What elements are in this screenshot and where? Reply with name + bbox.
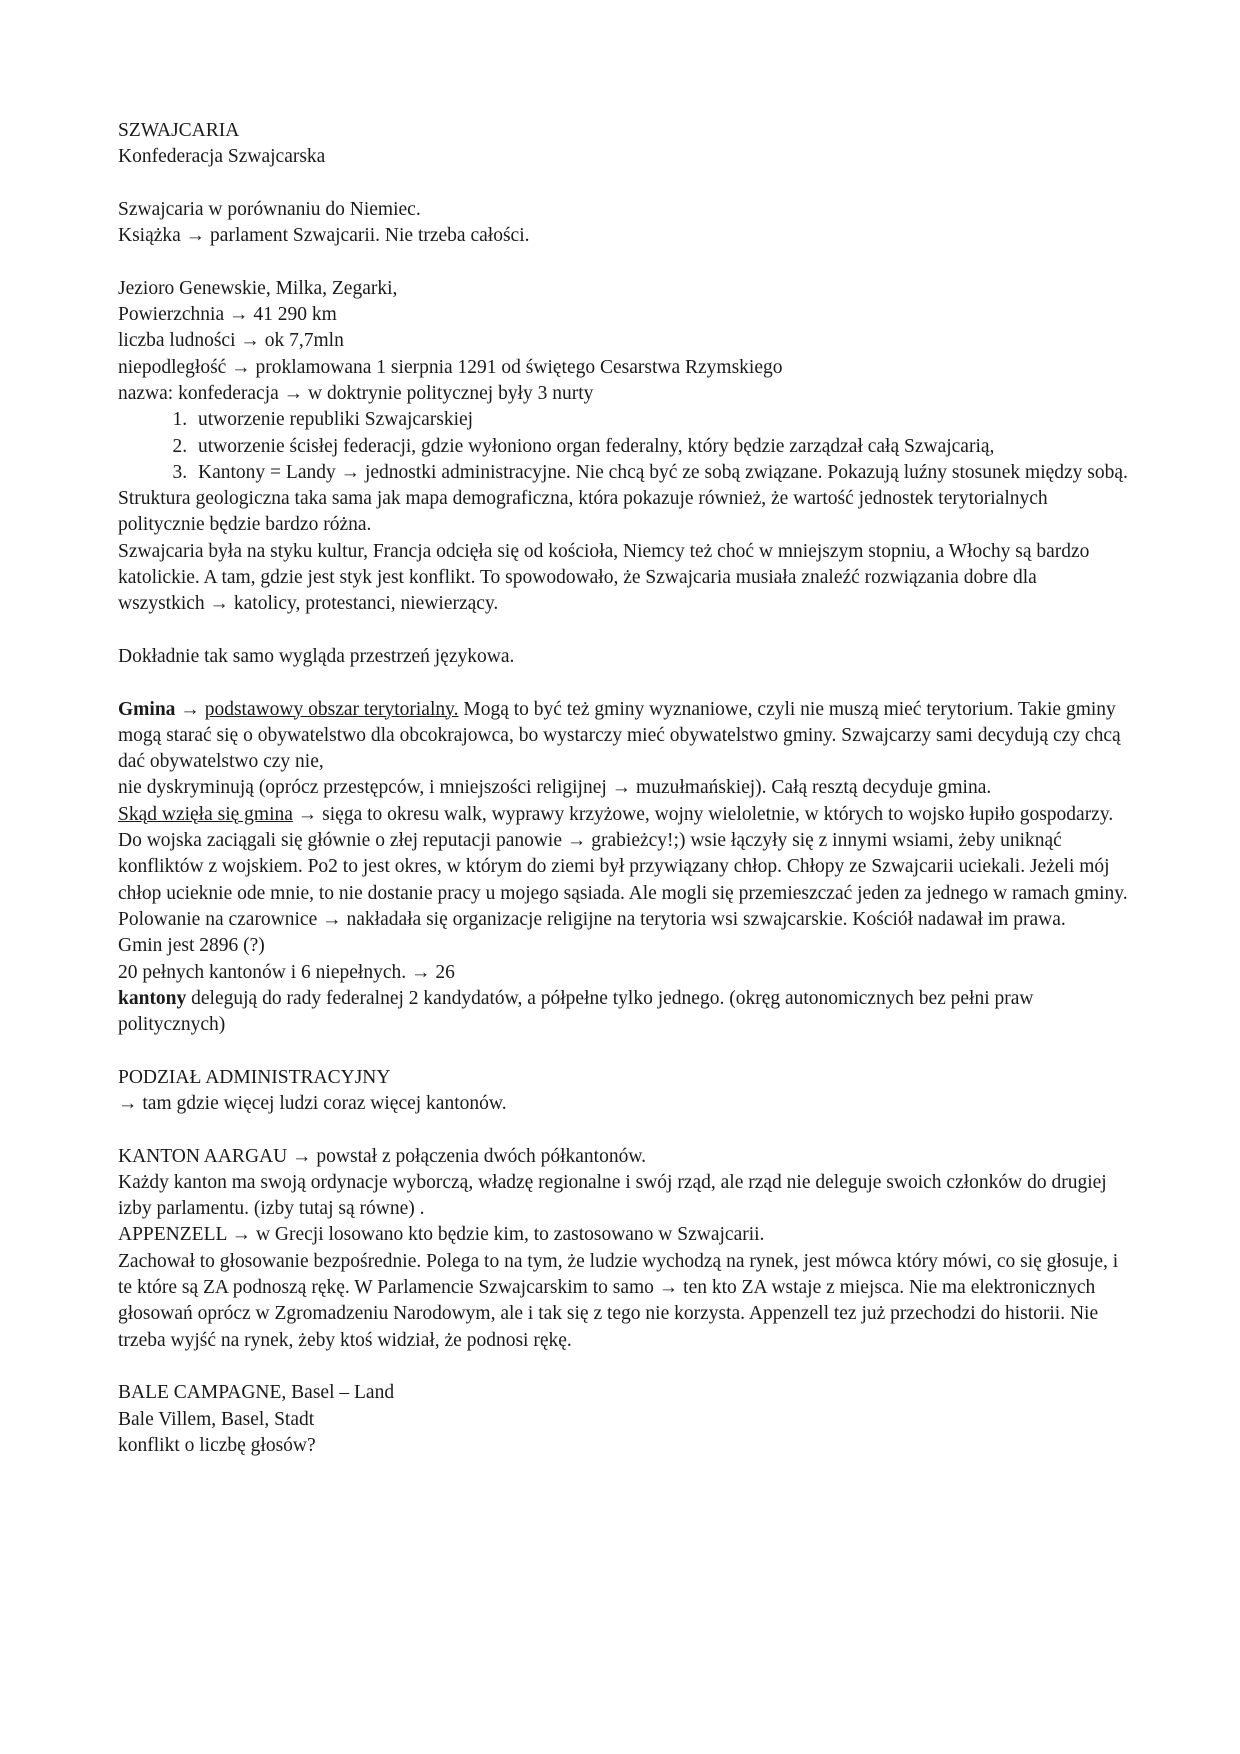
arrow: → bbox=[175, 698, 205, 720]
glosowanie-text: Zachował to głosowanie bezpośrednie. Polega to na tym, że ludzie wychodzą na rynek, jest mówca który mówi, co się głosuje, i te które są ZA podnoszą rękę. W Parlamencie Szwajcarskim to samo → ten kto ZA wstaje z miejsca. Nie ma elektronicznych głosowań oprócz w Zgromadzeniu Narodowym, ale i tak się z tego nie korzysta. Appenzell tez już przechodzi do historii. Nie trzeba wyjść na rynek, żeby ktoś widział, że podnosi rękę. bbox=[118, 1250, 1119, 1351]
kantony-count: 20 pełnych kantonów i 6 niepełnych. → 26 bbox=[118, 961, 455, 983]
podzial-text: → tam gdzie więcej ludzi coraz więcej kantonów. bbox=[118, 1092, 507, 1114]
list-item: 1. utworzenie republiki Szwajcarskiej bbox=[192, 407, 1128, 433]
term-gmina: Gmina bbox=[118, 698, 176, 720]
kantony-text: delegują do rady federalnej 2 kandydatów, a półpełne tylko jednego. (okręg autonomicznych bez pełni praw politycznych) bbox=[118, 987, 1034, 1036]
appenzell-line: APPENZELL → w Grecji losowano kto będzie kim, to zastosowano w Szwajcarii. bbox=[118, 1224, 765, 1246]
fact-line: Powierzchnia → 41 290 km bbox=[118, 304, 337, 326]
bale-line: konflikt o liczbę głosów? bbox=[118, 1434, 316, 1456]
paragraph-kultury: Szwajcaria była na styku kultur, Francja odcięła się od kościoła, Niemcy też choć w mniejszym stopniu, a Włochy są bardzo katolickie. A tam, gdzie jest styk jest konflikt. To spowodowało, że Szwajcaria musiała znaleźć rozwiązania dobre dla wszystkich → katolicy, protestanci, niewierzący. bbox=[118, 540, 1090, 615]
gmin-count: Gmin jest 2896 (?) bbox=[118, 935, 265, 957]
term-kantony: kantony bbox=[118, 987, 187, 1009]
nurty-list bbox=[118, 407, 1128, 486]
paragraph-struktura: Struktura geologiczna taka sama jak mapa demograficzna, która pokazuje również, że wartość jednostek terytorialnych politycznie będzie bardzo różna. bbox=[118, 488, 1048, 536]
heading-podzial: PODZIAŁ ADMINISTRACYJNY bbox=[118, 1066, 391, 1088]
fact-line: Jezioro Genewskie, Milka, Zegarki, bbox=[118, 277, 398, 299]
term-skad: Skąd wzięła się gmina bbox=[118, 803, 293, 825]
document-page bbox=[118, 118, 1128, 1459]
doc-title: SZWAJCARIA bbox=[118, 120, 240, 141]
fact-line: niepodległość → proklamowana 1 sierpnia 1291 od świętego Cesarstwa Rzymskiego bbox=[118, 356, 783, 378]
bale-line: Bale Villem, Basel, Stadt bbox=[118, 1408, 315, 1430]
list-item: 3. Kantony = Landy → jednostki administracyjne. Nie chcą być ze sobą związane. Pokazują luźny stosunek między sobą. bbox=[192, 460, 1128, 486]
intro-line: Szwajcaria w porównaniu do Niemiec. bbox=[118, 198, 421, 220]
heading-aargau: KANTON AARGAU → powstał z połączenia dwóch półkantonów. bbox=[118, 1145, 647, 1167]
list-item: 2. utworzenie ścisłej federacji, gdzie wyłoniono organ federalny, który będzie zarządzał całą Szwajcarią, bbox=[192, 434, 1128, 460]
fact-line: liczba ludności → ok 7,7mln bbox=[118, 330, 344, 352]
intro-line: Książka → parlament Szwajcarii. Nie trzeba całości. bbox=[118, 225, 530, 247]
aargau-text: Każdy kanton ma swoją ordynacje wyborczą, władzę regionalne i swój rząd, ale rząd nie deleguje swoich członków do drugiej izby parlamentu. (izby tutaj są równe) . bbox=[118, 1171, 1107, 1220]
paragraph-gmina-cont: nie dyskryminują (oprócz przestępców, i mniejszości religijnej → muzułmańskiej). Całą resztą decyduje gmina. bbox=[118, 777, 992, 799]
paragraph-gmina bbox=[118, 697, 1128, 776]
paragraph-kantony bbox=[118, 986, 1128, 1039]
fact-line: nazwa: konfederacja → w doktrynie politycznej były 3 nurty bbox=[118, 382, 594, 404]
paragraph-jezyk: Dokładnie tak samo wygląda przestrzeń językowa. bbox=[118, 645, 515, 667]
gmina-text: Mogą to być też gminy wyznaniowe, czyli nie muszą mieć terytorium. Takie gminy mogą starać się o obywatelstwo dla obcokrajowca, bo wystarczy mieć obywatelstwo gminy. Szwajcarzy sami decydują czy chcą dać obywatelstwo czy nie, bbox=[118, 698, 1121, 773]
definition-gmina: podstawowy obszar terytorialny. bbox=[204, 698, 459, 720]
skad-text: → sięga to okresu walk, wyprawy krzyżowe, wojny wieloletnie, w których to wojsko łupiło gospodarzy. Do wojska zaciągali się głównie o złej reputacji panowie → grabieżcy!;) wsie łączyły się z innymi wsiami, żeby uniknąć konfliktów z wojskiem. Po2 to jest okres, w którym do ziemi był przywiązany chłop. Chłopy ze Szwajcarii uciekali. Jeżeli mój chłop ucieknie ode mnie, to nie dostanie pracy u mojego sąsiada. Ale mogli się przemieszczać jeden za jednego w ramach gminy. bbox=[118, 803, 1128, 904]
bale-line: BALE CAMPAGNE, Basel – Land bbox=[118, 1382, 395, 1404]
doc-subtitle: Konfederacja Szwajcarska bbox=[118, 146, 326, 168]
paragraph-skad bbox=[118, 802, 1128, 907]
paragraph-polowanie: Polowanie na czarownice → nakładała się organizacje religijne na terytoria wsi szwajcarskie. Kościół nadawał im prawa. bbox=[118, 908, 1066, 930]
